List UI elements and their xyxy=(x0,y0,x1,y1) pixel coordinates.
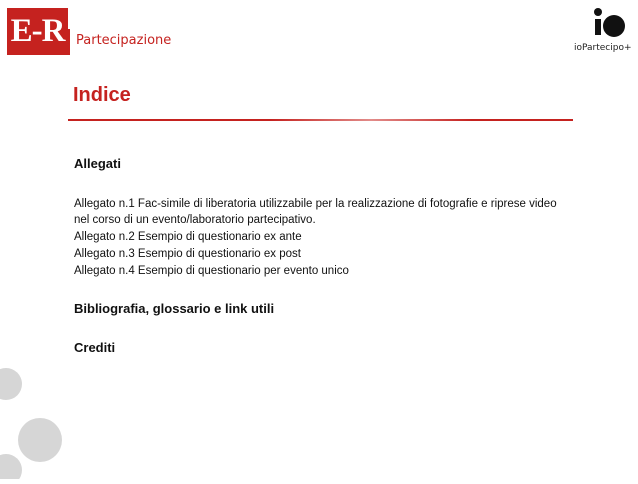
list-item: Allegato n.1 Fac-simile di liberatoria utilizzabile per la realizzazione di fotografie e riprese video nel corso di un evento/laboratorio partecipativo. xyxy=(74,198,557,226)
heading-bibliografia: Bibliografia, glossario e link utili xyxy=(74,301,275,316)
brand-divider xyxy=(68,29,70,55)
er-logo: E-R xyxy=(7,8,68,55)
heading-crediti: Crediti xyxy=(74,340,116,355)
list-item: Allegato n.4 Esempio di questionario per evento unico xyxy=(74,265,349,277)
title-divider xyxy=(68,119,573,121)
list-item: Allegato n.3 Esempio di questionario ex post xyxy=(74,248,301,260)
list-item: Allegato n.2 Esempio di questionario ex ante xyxy=(74,231,302,243)
heading-allegati: Allegati xyxy=(74,156,121,171)
page-title: Indice xyxy=(73,84,131,106)
brand-title: Partecipazione xyxy=(76,33,172,48)
io-partecipo-label: ioPartecipo+ xyxy=(574,43,632,53)
decorative-circles xyxy=(0,360,70,479)
allegati-list xyxy=(74,196,574,279)
